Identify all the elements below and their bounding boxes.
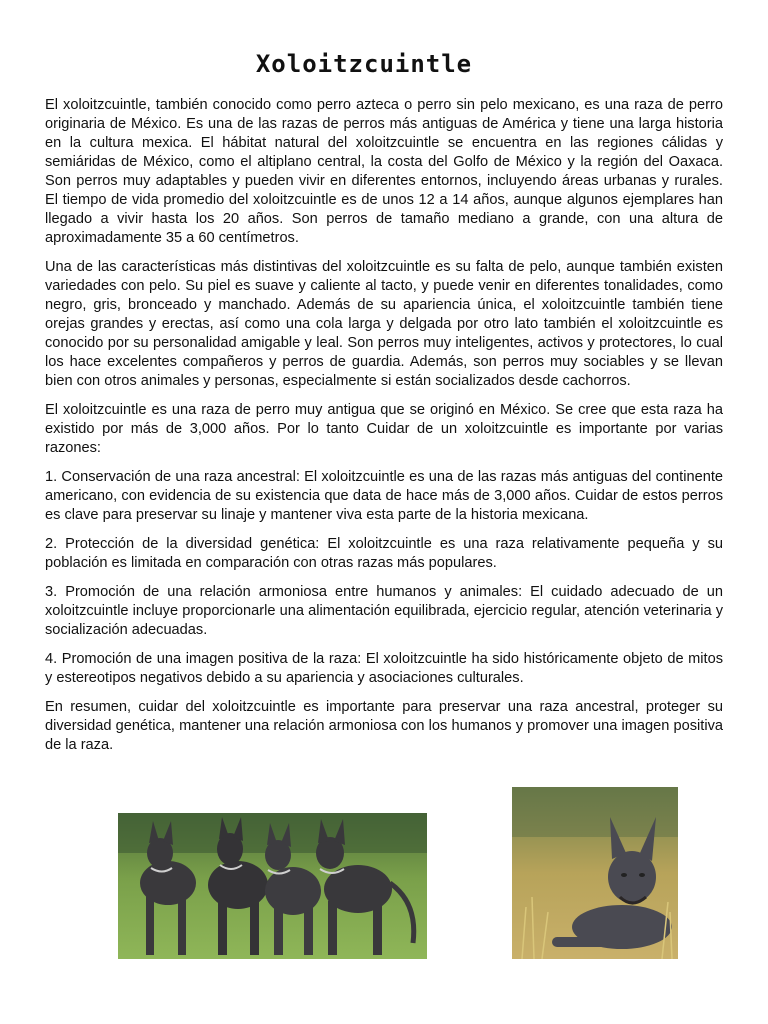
paragraph-reason-3: 3. Promoción de una relación armoniosa entre humanos y animales: El cuidado adecuado de un xoloitzcuintle incluye proporcionarle una alimentación equilibrada, ejercicio regular, atención veterinaria y socialización adecuadas. [45, 584, 723, 638]
paragraph-reason-2: 2. Protección de la diversidad genética: El xoloitzcuintle es una raza relativamente pequeña y su población es limitada en comparación con otras razas más populares. [45, 536, 723, 571]
photo-lying-dog [512, 787, 678, 959]
lying-dog-illustration [512, 787, 678, 959]
body-text [45, 96, 723, 765]
photo-four-dogs [118, 813, 427, 959]
paragraph-history: El xoloitzcuintle es una raza de perro muy antigua que se originó en México. Se cree que esta raza ha existido por más de 3,000 años. Por lo tanto Cuidar de un xoloitzcuintle es importante por varias razones: [45, 402, 723, 456]
paragraph-characteristics: Una de las características más distintivas del xoloitzcuintle es su falta de pelo, aunque también existen variedades con pelo. Su piel es suave y caliente al tacto, y puede venir en diferentes tonalidades, como negro, gris, bronceado y manchado. Además de su apariencia única, el xoloitzcuintle también tiene orejas grandes y erectas, así como una cola larga y delgada por otro lato también el xoloitzcuintle es conocido por su personalidad amigable y leal. Son perros muy inteligentes, activos y protectores, lo cual los hace excelentes compañeros y perros de guardia. Además, son perros muy sociables y se llevan bien con otros animales y personas, especialmente si están socializados desde cachorros. [45, 259, 723, 389]
four-dogs-illustration [118, 813, 427, 959]
paragraph-reason-4: 4. Promoción de una imagen positiva de la raza: El xoloitzcuintle ha sido históricamente objeto de mitos y estereotipos negativos debido a su apariencia y asociaciones culturales. [45, 651, 723, 686]
paragraph-intro: El xoloitzcuintle, también conocido como perro azteca o perro sin pelo mexicano, es una raza de perro originaria de México. Es una de las razas de perros más antiguas de América y tiene una larga historia en la cultura mexica. El hábitat natural del xoloitzcuintle se encuentra en las regiones cálidas y semiáridas de México, como el altiplano central, la costa del Golfo de México y la región del Oaxaca. Son perros muy adaptables y pueden vivir en diferentes entornos, incluyendo áreas urbanas y rurales. El tiempo de vida promedio del xoloitzcuintle es de unos 12 a 14 años, aunque algunos ejemplares han llegado a vivir hasta los 20 años. Son perros de tamaño mediano a grande, con una altura de aproximadamente 35 a 60 centímetros. [45, 97, 723, 246]
paragraph-reason-1: 1. Conservación de una raza ancestral: El xoloitzcuintle es una de las razas más antiguas del continente americano, con evidencia de su existencia que data de hace más de 3,000 años. Cuidar de estos perros es clave para preservar su linaje y mantener viva esta parte de la historia mexicana. [45, 469, 723, 523]
paragraph-summary: En resumen, cuidar del xoloitzcuintle es importante para preservar una raza ancestral, proteger su diversidad genética, mantener una relación armoniosa con los humanos y promover una imagen positiva de la raza. [45, 699, 723, 753]
page-title: Xoloitzcuintle [255, 50, 473, 78]
